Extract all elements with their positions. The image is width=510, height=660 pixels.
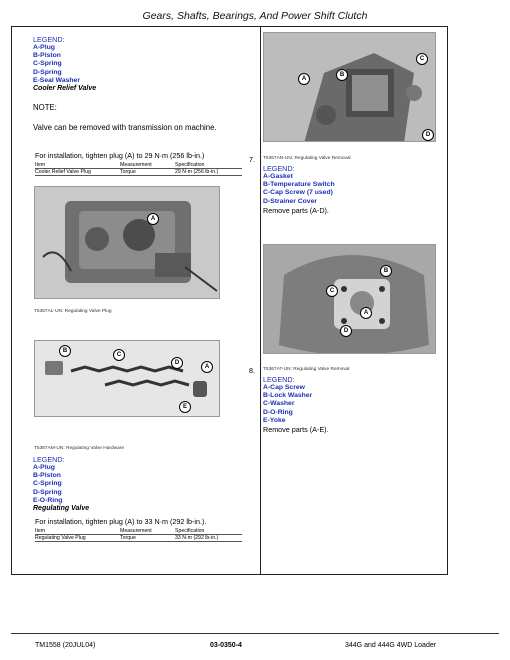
legend-title: LEGEND: [33, 455, 65, 464]
cooler-valve-illustration [264, 33, 436, 142]
table-header: Specification [175, 162, 205, 168]
legend-title: LEGEND: [263, 164, 295, 173]
callout-label: D [171, 357, 183, 369]
legend-item: D-Spring [33, 488, 62, 496]
legend-item: E-Seal Washer [33, 76, 80, 84]
spec-table [35, 162, 242, 176]
step-action: Remove parts (A-E). [263, 425, 329, 435]
transmission-illustration [35, 187, 220, 299]
legend-item: D-Strainer Cover [263, 197, 318, 205]
step-action: Remove parts (A-D). [263, 205, 329, 215]
spec-table [35, 528, 242, 542]
column-divider [260, 26, 261, 575]
regulating-valve-plug-photo [34, 186, 220, 299]
step7-legend [263, 164, 443, 215]
callout-label: A [147, 213, 159, 225]
table-cell: Torque [120, 535, 136, 541]
legend-item: C-Spring [33, 60, 62, 68]
legend-item: A-Gasket [263, 173, 293, 180]
footer-doc-id: TM1558 (20JUL04) [35, 642, 96, 649]
callout-label: E [179, 401, 191, 413]
legend-item: B-Lock Washer [263, 392, 313, 400]
legend-item: E-Yoke [263, 416, 286, 424]
footer-rule [11, 633, 499, 634]
table-cell: Regulating Valve Plug [35, 535, 86, 541]
step-number: 7. [249, 155, 255, 164]
legend-item: C-Washer [263, 400, 295, 408]
removal-illustration [264, 245, 436, 354]
regulating-legend [33, 455, 253, 512]
callout-label: C [326, 285, 338, 297]
callout-label: A [298, 73, 310, 85]
table-cell: Cooler Relief Valve Plug [35, 169, 91, 175]
legend-item: A-Plug [33, 464, 55, 471]
figure-caption: T5367AM-UN: Regulating Valve Hardware [34, 446, 125, 451]
step-number: 8. [249, 366, 255, 375]
table-header: Specification [175, 528, 205, 534]
component-name: Regulating Valve [33, 505, 90, 513]
table-header: Item [35, 528, 46, 534]
callout-label: A [201, 361, 213, 373]
legend-title: LEGEND: [263, 375, 295, 384]
footer-model: 344G and 444G 4WD Loader [345, 642, 437, 649]
callout-label: D [422, 129, 434, 141]
regulating-valve-hardware-photo [34, 340, 220, 417]
figure-caption: T5367AT-UN: Regulating Valve Removal [263, 367, 350, 372]
legend-item: B-Piston [33, 472, 61, 480]
note-label: NOTE: [33, 103, 57, 112]
figure-caption: T5367AL-UN: Regulating Valve Plug [34, 309, 112, 314]
note-text: Valve can be removed with transmission on machine. [33, 123, 217, 132]
table-header: Measurement [120, 162, 152, 168]
cooler-legend [33, 35, 253, 92]
callout-label: B [380, 265, 392, 277]
legend-title: LEGEND: [33, 35, 65, 44]
legend-item: C-Spring [33, 480, 62, 488]
legend-item: B-Piston [33, 52, 61, 60]
footer-page-number: 03-0350-4 [210, 642, 242, 649]
legend-item: A-Cap Screw [263, 384, 305, 391]
regulating-valve-removal-photo [263, 244, 436, 354]
legend-item: C-Cap Screw (7 used) [263, 189, 333, 197]
table-cell: 33 N·m (292 lb-in.) [175, 535, 219, 541]
legend-item: A-Plug [33, 44, 55, 51]
component-name: Cooler Relief Valve [33, 85, 97, 93]
table-header: Item [35, 162, 46, 168]
legend-item: D-O-Ring [263, 408, 293, 416]
install-instruction: For installation, tighten plug (A) to 29 N·m (256 lb-in.) [35, 151, 205, 160]
callout-label: A [360, 307, 372, 319]
step8-legend [263, 375, 443, 434]
table-cell: 29 N·m (256 lb-in.) [175, 169, 219, 175]
cooler-relief-valve-photo [263, 32, 436, 142]
legend-item: D-Spring [33, 68, 62, 76]
page-header: Gears, Shafts, Bearings, And Power Shift Clutch [142, 10, 368, 22]
callout-label: D [340, 325, 352, 337]
figure-caption: T5367AN-UN: Regulating Valve Removal [263, 156, 351, 161]
install-instruction: For installation, tighten plug (A) to 33 N·m (292 lb-in.). [35, 517, 207, 526]
legend-item: B-Temperature Switch [263, 181, 335, 189]
legend-item: E-O-Ring [33, 496, 63, 504]
callout-label: C [416, 53, 428, 65]
table-cell: Torque [120, 169, 136, 175]
callout-label: B [336, 69, 348, 81]
callout-label: C [113, 349, 125, 361]
table-header: Measurement [120, 528, 152, 534]
callout-label: B [59, 345, 71, 357]
